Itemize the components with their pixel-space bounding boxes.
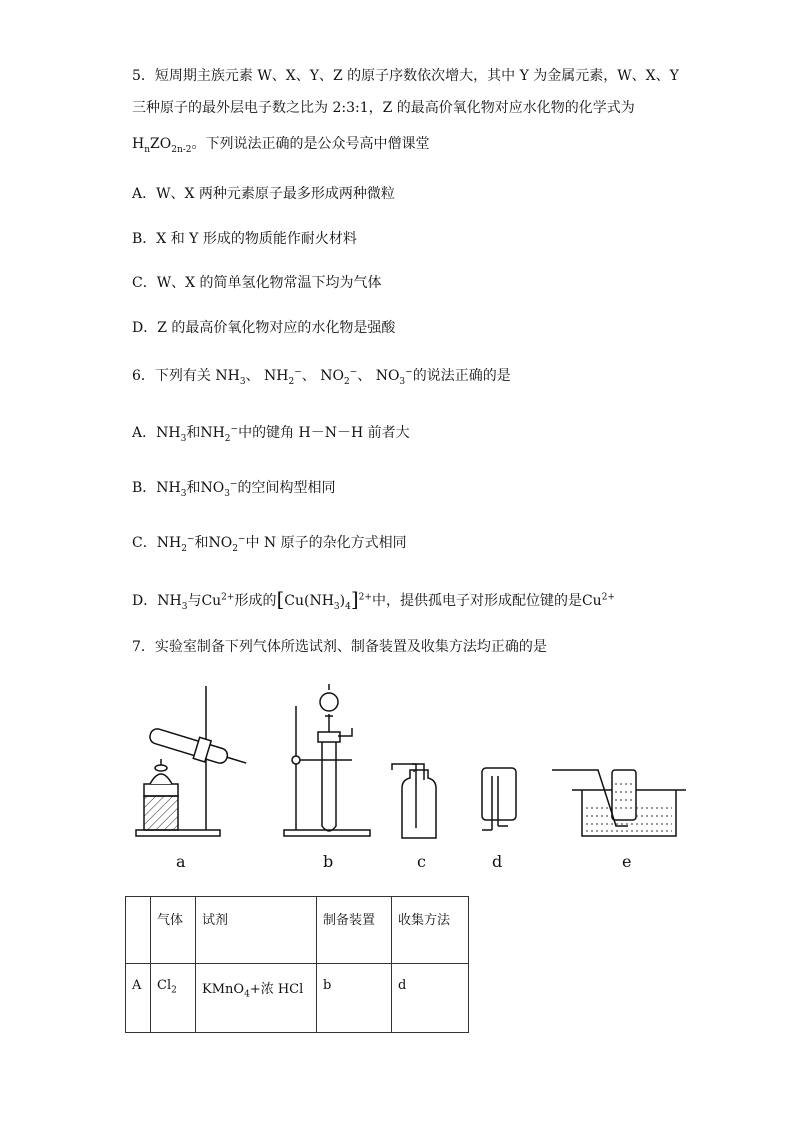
- q6-option-b: B．$NH_3$和$NO_3^-$的空间构型相同: [132, 479, 336, 499]
- q6-stem: 6．下列有关 $NH_3$、 $NH_2^-$、 $NO_2^-$、 $NO_3^-$的说法正确的是: [132, 367, 511, 387]
- q5-option-c: C．W、X 的简单氢化物常温下均为气体: [132, 275, 382, 291]
- q6-option-d: D．$NH_3$与$Cu^{2+}$形成的$[Cu(NH_3)_4]^{2+}$中，提供孤电子对形成配位键的是$Cu^{2+}$: [132, 587, 615, 612]
- table-cell-method: d: [392, 964, 469, 1033]
- q6-option-c: C．$NH_2^-$和$NO_2^-$中 N 原子的杂化方式相同: [132, 534, 407, 554]
- table-cell-reagent: KMnO$_4$+浓 HCl: [196, 964, 317, 1033]
- table-cell-label: A: [126, 964, 151, 1033]
- figure-label-b: b: [323, 852, 334, 871]
- figure-label-c: c: [417, 852, 426, 871]
- figure-label-e: e: [622, 852, 632, 871]
- q5-option-b: B．X 和 Y 形成的物质能作耐火材料: [132, 231, 357, 247]
- table-row: [126, 964, 469, 1033]
- q5-stem-line1: 5．短周期主族元素 W、X、Y、Z 的原子序数依次增大，其中 Y 为金属元素，W、X、Y: [132, 68, 679, 84]
- apparatus-b: [284, 684, 370, 836]
- q6-option-a: A．$NH_3$和$NH_2^-$中的键角 H－N－H 前者大: [132, 424, 410, 444]
- q5-stem-line3: $H_nZO_{2n-2}$。下列说法正确的是公众号高中僧课堂: [132, 136, 430, 155]
- table-header-cell: 收集方法: [392, 897, 469, 964]
- q7-stem: 7．实验室制备下列气体所选试剂、制备装置及收集方法均正确的是: [132, 639, 547, 655]
- table-header-row: [126, 897, 469, 964]
- apparatus-figure: [0, 680, 794, 860]
- apparatus-d: [482, 768, 516, 830]
- q5-formula: $H_nZO_{2n-2}$: [132, 136, 192, 155]
- figure-label-d: d: [492, 852, 503, 871]
- table-header-cell: 试剂: [196, 897, 317, 964]
- figure-label-a: a: [176, 852, 186, 871]
- table-header-cell: 制备装置: [317, 897, 392, 964]
- q5-stem-line2: 三种原子的最外层电子数之比为 2:3:1，Z 的最高价氧化物对应水化物的化学式为: [132, 100, 635, 116]
- q5-option-d: D．Z 的最高价氧化物对应的水化物是强酸: [132, 320, 396, 336]
- table-cell-device: b: [317, 964, 392, 1033]
- q5-option-a: A．W、X 两种元素原子最多形成两种微粒: [132, 186, 395, 202]
- apparatus-e: [552, 770, 686, 836]
- table-cell-gas: $Cl_2$: [151, 964, 196, 1033]
- table-header-cell: 气体: [151, 897, 196, 964]
- apparatus-c: [392, 764, 436, 838]
- q7-answer-table: [125, 896, 469, 1033]
- table-header-cell: [126, 897, 151, 964]
- apparatus-a: [136, 686, 249, 836]
